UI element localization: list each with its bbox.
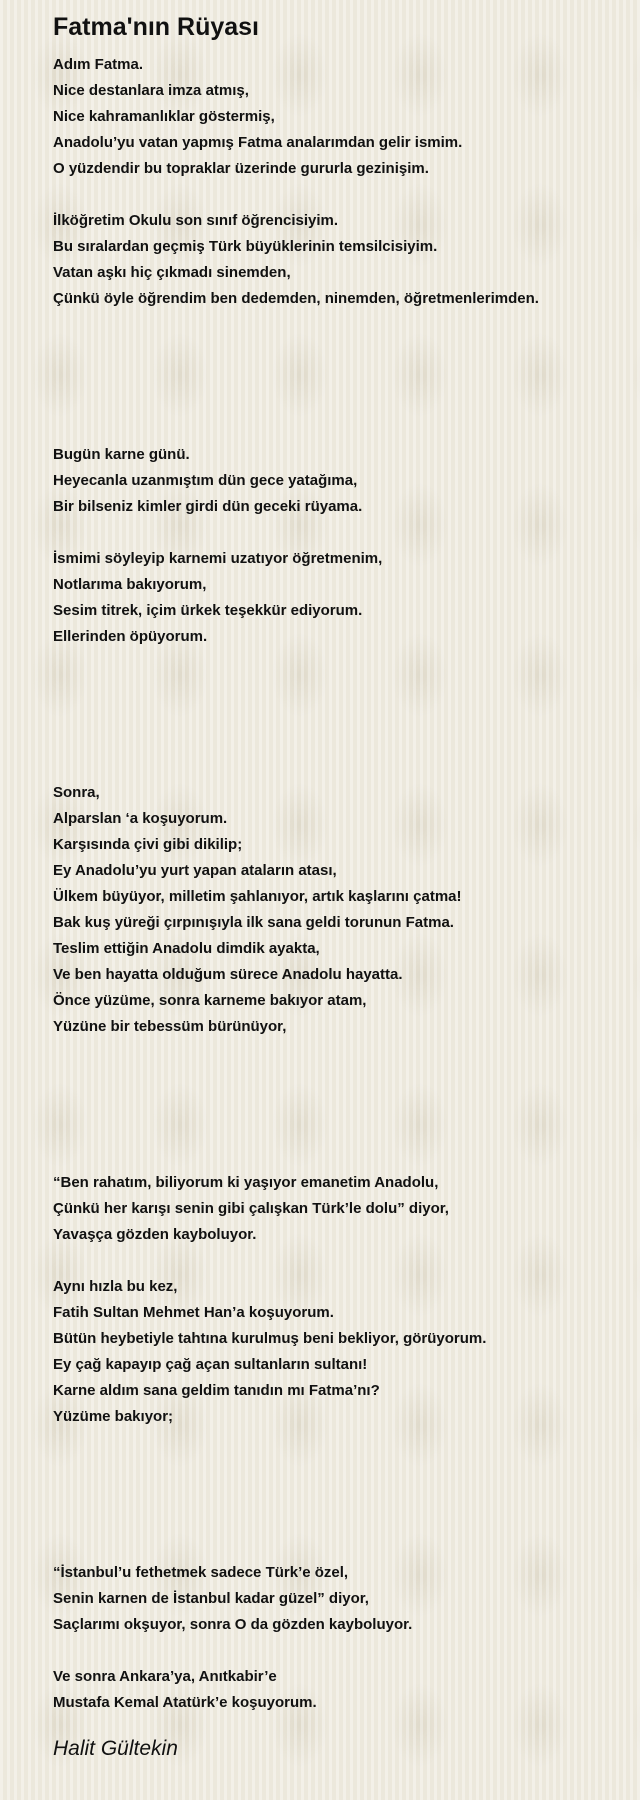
poem-line: Vatan aşkı hiç çıkmadı sinemden, [53,264,291,281]
poem-body [53,52,633,1716]
stanza-gap [53,1040,633,1066]
poem-title: Fatma'nın Rüyası [53,13,259,41]
poem-line: Sesim titrek, içim ürkek teşekkür ediyorum. [53,602,363,619]
poem-line: Anadolu’yu vatan yapmış Fatma analarımdan gelir ismim. [53,134,463,151]
poem-line: Bütün heybetiyle tahtına kurulmuş beni bekliyor, görüyorum. [53,1330,487,1347]
poem-line: Sonra, [53,784,100,801]
stanza-gap [53,364,633,390]
stanza-gap [53,1430,633,1456]
stanza-gap [53,1508,633,1534]
poem-line: Fatih Sultan Mehmet Han’a koşuyorum. [53,1304,334,1321]
stanza-gap [53,182,633,208]
poem-line: Notlarıma bakıyorum, [53,576,207,593]
poem-author: Halit Gültekin [53,1737,178,1760]
poem-line: Ey Anadolu’yu yurt yapan ataların atası, [53,862,337,879]
poem-line: Aynı hızla bu kez, [53,1278,178,1295]
poem-line: Ve ben hayatta olduğum sürece Anadolu hayatta. [53,966,403,983]
poem-line: Teslim ettiğin Anadolu dimdik ayakta, [53,940,320,957]
stanza-gap [53,702,633,728]
stanza-gap [53,1248,633,1274]
stanza-gap [53,520,633,546]
poem-line: Çünkü her karışı senin gibi çalışkan Türk’le dolu” diyor, [53,1200,449,1217]
poem-line: Ve sonra Ankara’ya, Anıtkabir’e [53,1668,277,1685]
poem-line: İsmimi söyleyip karnemi uzatıyor öğretmenim, [53,550,383,567]
stanza-gap [53,1638,633,1664]
stanza-gap [53,1534,633,1560]
poem-line: Saçlarımı okşuyor, sonra O da gözden kayboluyor. [53,1616,413,1633]
poem-line: “İstanbul’u fethetmek sadece Türk’e özel, [53,1564,349,1581]
poem-line: Senin karnen de İstanbul kadar güzel” diyor, [53,1590,369,1607]
stanza-gap [53,728,633,754]
stanza-gap [53,1456,633,1482]
poem-line: Bir bilseniz kimler girdi dün geceki rüyama. [53,498,363,515]
poem-line: Bu sıralardan geçmiş Türk büyüklerinin temsilcisiyim. [53,238,438,255]
poem-line: Çünkü öyle öğrendim ben dedemden, ninemden, öğretmenlerimden. [53,290,539,307]
stanza-gap [53,1144,633,1170]
poem-line: Adım Fatma. [53,56,144,73]
stanza-gap [53,312,633,338]
poem-line: Ellerinden öpüyorum. [53,628,208,645]
stanza-gap [53,390,633,416]
poem-line: Mustafa Kemal Atatürk’e koşuyorum. [53,1694,317,1711]
stanza-gap [53,754,633,780]
poem-line: O yüzdendir bu topraklar üzerinde gururla gezinişim. [53,160,429,177]
stanza-gap [53,1092,633,1118]
poem-line: Karşısında çivi gibi dikilip; [53,836,243,853]
stanza-gap [53,676,633,702]
poem-line: Ülkem büyüyor, milletim şahlanıyor, artık kaşlarını çatma! [53,888,462,905]
poem-line: Nice destanlara imza atmış, [53,82,249,99]
poem-line: Alparslan ‘a koşuyorum. [53,810,228,827]
poem-line: Yüzüne bir tebessüm bürünüyor, [53,1018,287,1035]
poem-line: Yüzüme bakıyor; [53,1408,174,1425]
stanza-gap [53,1482,633,1508]
stanza-gap [53,650,633,676]
poem-line: Bugün karne günü. [53,446,190,463]
poem-line: “Ben rahatım, biliyorum ki yaşıyor emanetim Anadolu, [53,1174,439,1191]
poem-line: Heyecanla uzanmıştım dün gece yatağıma, [53,472,358,489]
stanza-gap [53,416,633,442]
poem-line: Önce yüzüme, sonra karneme bakıyor atam, [53,992,367,1009]
poem-line: Karne aldım sana geldim tanıdın mı Fatma’nı? [53,1382,380,1399]
stanza-gap [53,1118,633,1144]
poem-line: Yavaşça gözden kayboluyor. [53,1226,257,1243]
poem-line: Bak kuş yüreği çırpınışıyla ilk sana geldi torunun Fatma. [53,914,454,931]
poem-line: İlköğretim Okulu son sınıf öğrencisiyim. [53,212,339,229]
poem-line: Nice kahramanlıklar göstermiş, [53,108,275,125]
stanza-gap [53,338,633,364]
poem-line: Ey çağ kapayıp çağ açan sultanların sultanı! [53,1356,368,1373]
stanza-gap [53,1066,633,1092]
